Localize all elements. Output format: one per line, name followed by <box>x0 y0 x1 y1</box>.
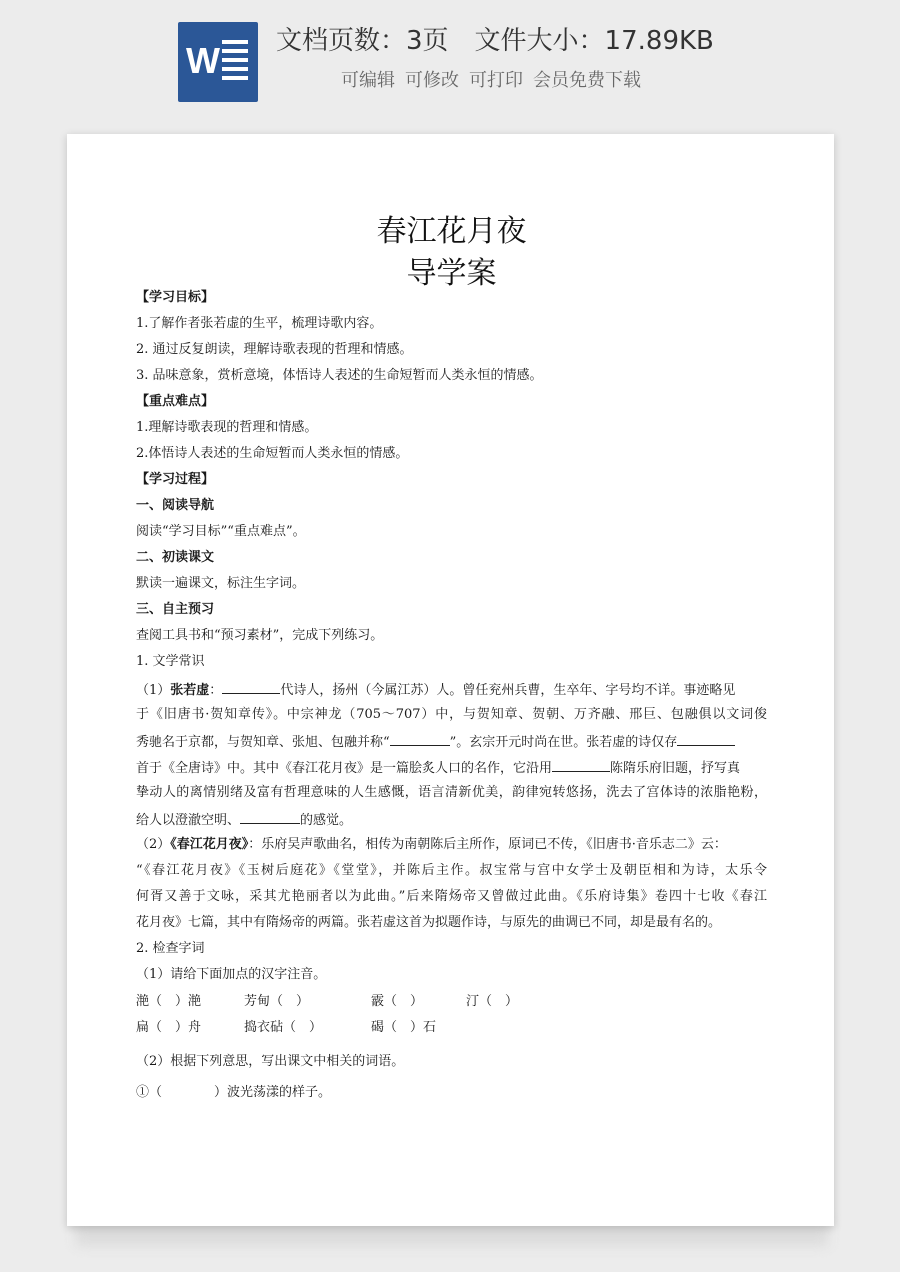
key-points-heading: 【重点难点】 <box>136 394 215 409</box>
paragraph-line <box>136 837 767 853</box>
section-heading: 一、阅读导航 <box>136 498 215 513</box>
feature-modifiable: 可修改 <box>405 70 459 91</box>
phonetic-item: 芳甸（ ） <box>244 994 310 1009</box>
word-doc-icon <box>178 22 258 102</box>
text-run: ”。玄宗开元时尚在世。张若虚的诗仅存 <box>449 735 678 750</box>
file-size: 文件大小：17.89KB <box>474 26 714 56</box>
bold-term: 张若虚 <box>170 683 210 698</box>
text-run: 给人以澄澈空明、 <box>136 813 241 828</box>
doc-title: 春江花月夜 <box>376 214 527 249</box>
goal-item: 1.了解作者张若虚的生平，梳理诗歌内容。 <box>136 316 383 331</box>
section-text: 默读一遍课文，标注生字词。 <box>136 576 306 591</box>
doc-info-header <box>0 0 900 118</box>
feature-printable: 可打印 <box>469 70 523 91</box>
document-page <box>67 134 834 1226</box>
paragraph-line <box>136 811 767 829</box>
process-heading: 【学习过程】 <box>136 472 215 487</box>
paragraph-line: 何胥又善于文咏，采其尤艳丽者以为此曲。”后来隋炀帝又曾做过此曲。《乐府诗集》卷四十七收《春江 <box>136 889 767 904</box>
phonetic-item: 扁（ ）舟 <box>136 1020 202 1035</box>
phonetic-item: 滟（ ）滟 <box>136 994 202 1009</box>
phonetic-item: 碣（ ）石 <box>371 1020 437 1035</box>
fill-blank[interactable] <box>677 733 735 746</box>
section-heading: 二、初读课文 <box>136 550 215 565</box>
text-run: 代诗人，扬州（今属江苏）人。曾任兖州兵曹，生卒年、字号均不详。事迹略见 <box>280 683 736 698</box>
subsection-heading: 1. 文学常识 <box>136 654 205 669</box>
subsection-heading: 2. 检查字词 <box>136 941 205 956</box>
text-run: 秀驰名于京都，与贺知章、张旭、包融并称“ <box>136 735 390 750</box>
goal-item: 2. 通过反复朗读，理解诗歌表现的哲理和情感。 <box>136 342 413 357</box>
section-text: 阅读“学习目标”“重点难点”。 <box>136 524 306 539</box>
page-count: 文档页数：3页 <box>276 26 449 56</box>
text-run: 首于《全唐诗》中。其中《春江花月夜》是一篇脍炙人口的名作，它沿用 <box>136 761 553 776</box>
text-run: 陈隋乐府旧题，抒写真 <box>610 761 741 776</box>
section-text: 查阅工具书和“预习素材”，完成下列练习。 <box>136 628 384 643</box>
phonetic-item: 霰（ ） <box>371 994 424 1009</box>
key-point-item: 2.体悟诗人表述的生命短暂而人类永恒的情感。 <box>136 446 409 461</box>
text-run: ：乐府吴声歌曲名，相传为南朝陈后主所作，原词已不传，《旧唐书·音乐志二》云： <box>248 837 727 852</box>
word-icon-lines <box>222 40 248 84</box>
fill-blank[interactable] <box>222 681 280 694</box>
item-number: （2） <box>136 837 171 852</box>
doc-features <box>341 66 641 92</box>
fill-blank[interactable] <box>390 733 450 746</box>
phonetic-item: 捣衣砧（ ） <box>244 1020 323 1035</box>
feature-free-download: 会员免费下载 <box>533 70 641 91</box>
goal-item: 3. 品味意象，赏析意境，体悟诗人表述的生命短暂而人类永恒的情感。 <box>136 368 543 383</box>
paragraph-line <box>136 681 767 699</box>
bold-term: 《春江花月夜》 <box>170 837 249 852</box>
fill-blank[interactable] <box>240 811 300 824</box>
paragraph-line: 挚动人的离情别绪及富有哲理意味的人生感慨，语言清新优美，韵律宛转悠扬，洗去了宫体诗的浓脂艳粉， <box>136 785 767 800</box>
fill-blank[interactable] <box>552 759 610 772</box>
phonetic-item: 汀（ ） <box>466 994 519 1009</box>
section-heading: 三、自主预习 <box>136 602 215 617</box>
paragraph-line: “《春江花月夜》《玉树后庭花》《堂堂》，并陈后主作。叔宝常与宫中女学士及朝臣相和为诗，太乐令 <box>136 863 767 878</box>
text-run: 的感觉。 <box>300 813 353 828</box>
goals-heading: 【学习目标】 <box>136 290 215 305</box>
question-item: ①（ ）波光荡漾的样子。 <box>136 1085 332 1100</box>
paragraph-line: 花月夜》七篇，其中有隋炀帝的两篇。张若虚这首为拟题作诗，与原先的曲调已不同，却是最有名的。 <box>136 915 722 930</box>
feature-editable: 可编辑 <box>341 70 395 91</box>
paragraph-line <box>136 759 767 777</box>
doc-subtitle: 导学案 <box>406 256 497 291</box>
paragraph-line <box>136 733 767 751</box>
word-icon-letter: W <box>186 40 220 81</box>
key-point-item: 1.理解诗歌表现的哲理和情感。 <box>136 420 318 435</box>
paragraph-line: 于《旧唐书·贺知章传》。中宗神龙（705～707）中，与贺知章、贺朝、万齐融、邢巨、包融俱以文词俊 <box>136 707 767 722</box>
item-number: （1） <box>136 683 171 698</box>
text-run: ： <box>209 683 223 698</box>
question-text: （2）根据下列意思，写出课文中相关的词语。 <box>136 1054 405 1069</box>
doc-stats <box>276 20 714 57</box>
question-text: （1）请给下面加点的汉字注音。 <box>136 967 327 982</box>
